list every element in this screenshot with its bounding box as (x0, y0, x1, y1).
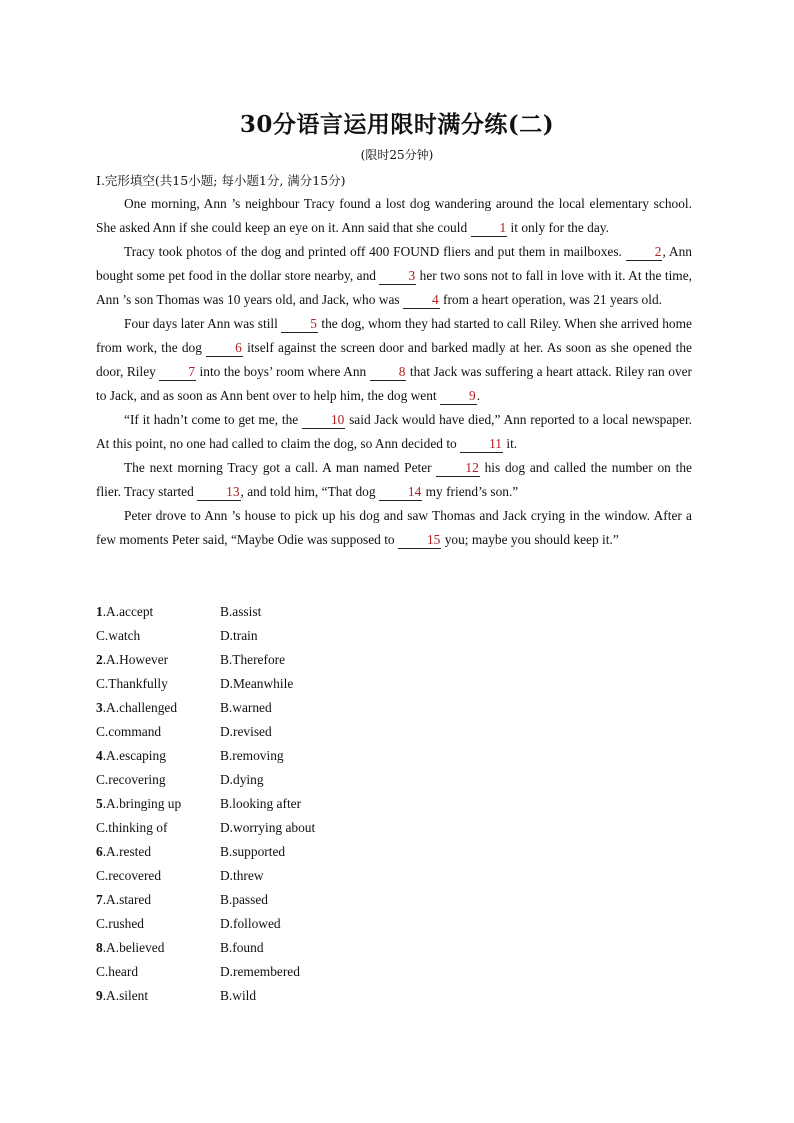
option-left (96, 984, 220, 1008)
option-text: .A.bringing up (102, 796, 182, 811)
option-text: B.wild (220, 988, 257, 1003)
option-left (96, 912, 220, 936)
option-text: D.threw (220, 868, 264, 883)
option-row (96, 888, 496, 912)
blank-number: 6 (206, 340, 243, 357)
option-text: D.worrying about (220, 820, 316, 835)
option-left (96, 792, 220, 816)
option-row (96, 768, 496, 792)
passage-text: you; maybe you should keep it.” (441, 532, 619, 547)
option-text: .A.rested (102, 844, 152, 859)
question-number: 9 (96, 988, 103, 1003)
blank-number: 2 (626, 244, 663, 261)
option-left (96, 696, 220, 720)
option-text: B.looking after (220, 796, 302, 811)
passage-paragraph (96, 312, 692, 408)
passage-text: , and told him, “That dog (240, 484, 379, 499)
option-text: C.rushed (96, 916, 144, 931)
question-number: 1 (96, 604, 103, 619)
section-header: Ⅰ.完形填空(共15小题; 每小题1分, 满分15分) (96, 173, 346, 188)
question-number: 2 (96, 652, 103, 667)
question-number: 7 (96, 892, 103, 907)
passage-text: Tracy took photos of the dog and printed off 400 FOUND fliers and put them in mailboxes. (124, 244, 626, 259)
option-text: C.thinking of (96, 820, 168, 835)
question-number: 5 (96, 796, 103, 811)
option-left (96, 936, 220, 960)
option-text: D.revised (220, 724, 272, 739)
passage-text: my friend’s son.” (422, 484, 519, 499)
passage-text: that Jack was suffering a heart attack. Riley ran over to Jack, and as soon as Ann bent over to help him, the dog went (96, 364, 693, 403)
option-text: B.assist (220, 604, 262, 619)
option-text: C.command (96, 724, 162, 739)
time-limit-note: (限时25分钟) (360, 148, 434, 162)
option-left (96, 600, 220, 624)
option-left (96, 864, 220, 888)
question-number: 8 (96, 940, 103, 955)
option-text: B.removing (220, 748, 284, 763)
option-row (96, 672, 496, 696)
option-left (96, 720, 220, 744)
question-number: 4 (96, 748, 103, 763)
blank-number: 12 (436, 460, 479, 477)
option-text: .A.believed (102, 940, 165, 955)
option-row (96, 696, 496, 720)
option-text: D.followed (220, 916, 281, 931)
passage-paragraph (96, 408, 692, 456)
passage-text: . (476, 388, 481, 403)
option-text: D.Meanwhile (220, 676, 294, 691)
option-row (96, 984, 496, 1008)
passage-text: it only for the day. (507, 220, 609, 235)
blank-number: 5 (281, 316, 318, 333)
passage-text: One morning, Ann ’s neighbour Tracy found a lost dog wandering around the local elementary school. She asked Ann if she could keep an eye on it. Ann said that she could (96, 196, 692, 235)
option-text: B.found (220, 940, 264, 955)
blank-number: 15 (398, 532, 441, 549)
passage-text: said Jack would have died,” Ann reported to a local newspaper. At this point, no one had called to claim the dog, so Ann decided to (96, 412, 693, 451)
option-text: B.supported (220, 844, 286, 859)
blank-number: 13 (197, 484, 240, 501)
option-text: .A.challenged (102, 700, 178, 715)
passage-text: Peter drove to Ann ’s house to pick up his dog and saw Thomas and Jack crying in the window. After a few moments Peter said, “Maybe Odie was supposed to (96, 508, 692, 547)
passage-paragraph (96, 504, 692, 552)
option-text: C.heard (96, 964, 139, 979)
passage-text: it. (503, 436, 518, 451)
option-text: B.passed (220, 892, 268, 907)
question-number: 3 (96, 700, 103, 715)
option-text: .A.silent (102, 988, 149, 1003)
option-text: .A.accept (102, 604, 154, 619)
option-text: .A.stared (102, 892, 152, 907)
option-row (96, 936, 496, 960)
passage-paragraph (96, 192, 692, 240)
option-text: .A.However (102, 652, 169, 667)
blank-number: 8 (370, 364, 407, 381)
blank-number: 9 (440, 388, 477, 405)
passage-text: Four days later Ann was still (124, 316, 282, 331)
question-options-list (96, 600, 496, 1008)
blank-number: 4 (403, 292, 440, 309)
option-row (96, 744, 496, 768)
option-row (96, 648, 496, 672)
option-left (96, 648, 220, 672)
option-left (96, 840, 220, 864)
passage-text: his dog and called the number on the flier. Tracy started (96, 460, 693, 499)
passage-text: into the boys’ room where Ann (196, 364, 370, 379)
option-left (96, 744, 220, 768)
passage-text: the dog, whom they had started to call Riley. When she arrived home from work, the dog (96, 316, 692, 355)
option-text: D.remembered (220, 964, 300, 979)
option-row (96, 912, 496, 936)
blank-number: 3 (379, 268, 416, 285)
passage-text: from a heart operation, was 21 years old. (439, 292, 663, 307)
option-text: D.dying (220, 772, 264, 787)
option-text: D.train (220, 628, 258, 643)
option-row (96, 960, 496, 984)
blank-number: 7 (159, 364, 196, 381)
option-text: B.warned (220, 700, 272, 715)
option-row (96, 600, 496, 624)
option-left (96, 888, 220, 912)
passage-text: The next morning Tracy got a call. A man named Peter (124, 460, 437, 475)
option-row (96, 816, 496, 840)
option-text: C.Thankfully (96, 676, 168, 691)
option-left (96, 816, 220, 840)
passage-paragraph (96, 456, 692, 504)
option-left (96, 960, 220, 984)
option-text: C.watch (96, 628, 141, 643)
passage-paragraph (96, 240, 692, 312)
passage-text: “If it hadn’t come to get me, the (124, 412, 302, 427)
option-text: C.recovered (96, 868, 162, 883)
option-row (96, 624, 496, 648)
blank-number: 1 (471, 220, 508, 237)
option-text: B.Therefore (220, 652, 286, 667)
option-row (96, 720, 496, 744)
option-left (96, 624, 220, 648)
passage-text: her two sons not to fall in love with it. At the time, Ann ’s son Thomas was 10 years old, and Jack, who was (96, 268, 693, 307)
option-left (96, 768, 220, 792)
passage-text: , Ann bought some pet food in the dollar store nearby, and (96, 244, 692, 283)
option-text: C.recovering (96, 772, 166, 787)
blank-number: 14 (379, 484, 422, 501)
option-row (96, 864, 496, 888)
blank-number: 11 (460, 436, 503, 453)
option-row (96, 792, 496, 816)
cloze-passage (96, 192, 692, 552)
blank-number: 10 (302, 412, 345, 429)
option-text: .A.escaping (102, 748, 166, 763)
page-title: 30分语言运用限时满分练(二) (239, 111, 555, 138)
option-left (96, 672, 220, 696)
passage-text: itself against the screen door and barked madly at her. As soon as she opened the door, Riley (96, 340, 692, 379)
option-row (96, 840, 496, 864)
question-number: 6 (96, 844, 103, 859)
